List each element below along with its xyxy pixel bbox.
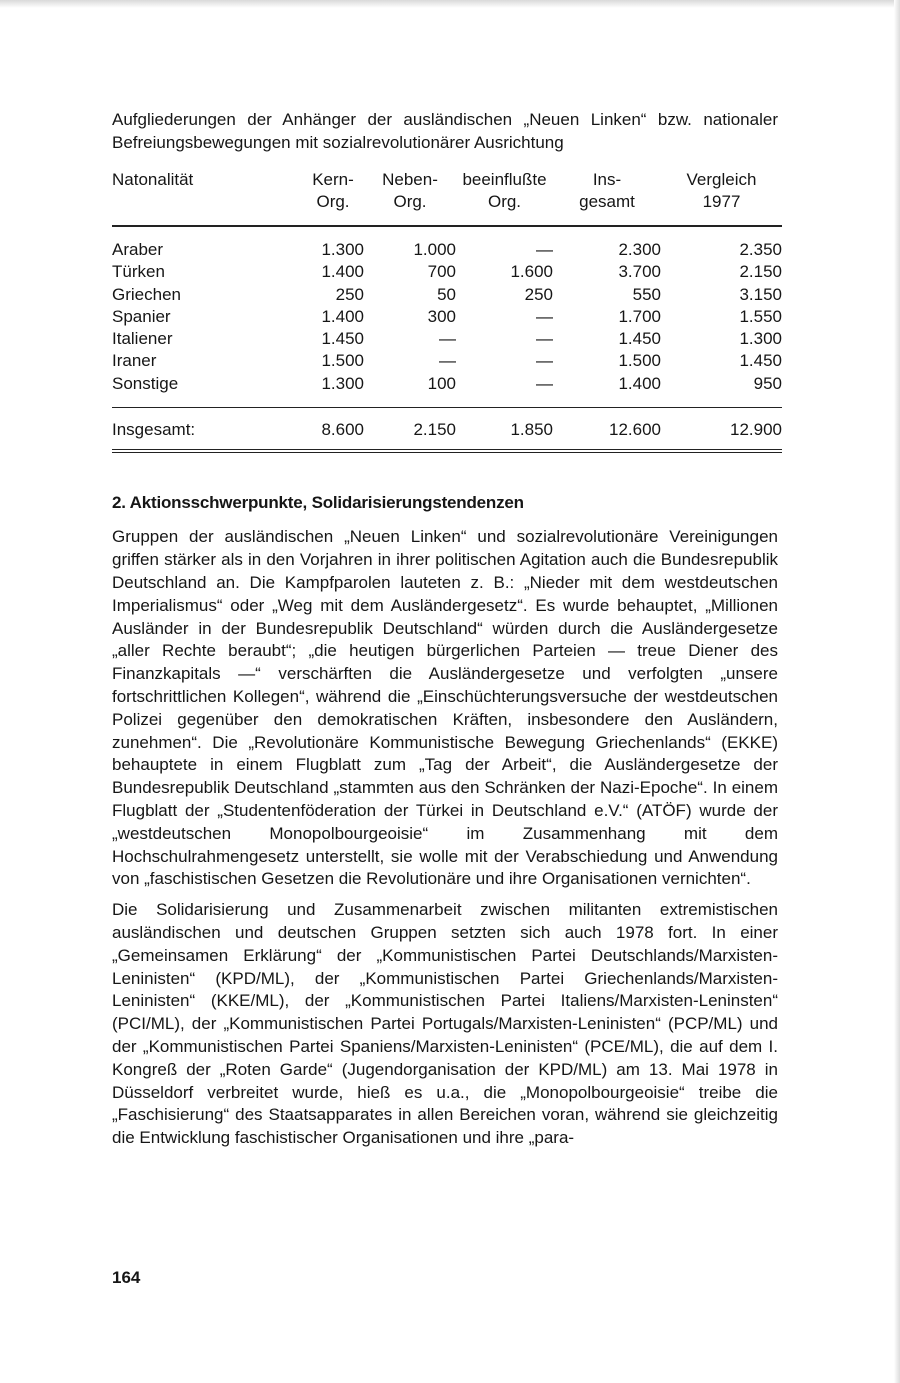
table-row — [112, 261, 782, 283]
cell-kern: 1.400 — [321, 262, 364, 282]
table-row — [112, 284, 782, 306]
header-beeinflusste-org: beeinflußte Org. — [456, 169, 553, 226]
cell-beeinflusst: — — [536, 329, 553, 349]
cell-beeinflusst: 1.600 — [510, 262, 553, 282]
paragraph: Die Solidarisierung und Zusammenarbeit zwischen militanten extremistischen ausländischen und deutschen Gruppen setzten sich auch 1978 fort. In einer „Gemeinsamen Erklärung“ der „Kommunistischen Partei Deutschlands/Marxisten-Leninisten“ (KPD/ML), der „Kommunistischen Partei Griechenlands/Marxisten-Leninisten“ (KKE/ML), der „Kommunistischen Partei Italiens/Marxisten-Leninsten“ (PCI/ML), der „Kommunistischen Partei Portugals/Marxisten-Leninisten“ (PCP/ML) und der „Kommunistischen Partei Spaniens/Marxisten-Leninisten“ (PCE/ML), die auf dem I. Kongreß der „Roten Garde“ (Jugendorganisation der KPD/ML) am 13. Mai 1978 in Düsseldorf verbreitet wurde, hieß es u.a., die „Monopolbourgeoisie“ treibe die „Faschisierung“ des Staatsapparates in allen Bereichen voran, während sie gleichzeitig die Entwicklung faschistischer Organisationen und ihre „para- — [112, 900, 778, 1148]
cell-vergleich: 1.300 — [739, 329, 782, 349]
cell-kern: 1.450 — [321, 329, 364, 349]
cell-vergleich: 2.350 — [739, 240, 782, 259]
cell-vergleich: 950 — [753, 373, 782, 393]
row-label: Italiener — [112, 329, 173, 349]
table-row — [112, 328, 782, 350]
total-kern: 8.600 — [302, 408, 364, 452]
row-label: Araber — [112, 240, 164, 259]
cell-vergleich: 1.450 — [739, 351, 782, 371]
cell-insgesamt: 550 — [632, 284, 661, 304]
cell-insgesamt: 1.450 — [618, 329, 661, 349]
header-kern-org: Kern- Org. — [302, 169, 364, 226]
header-vergleich-1977: Vergleich 1977 — [661, 169, 782, 226]
cell-kern: 250 — [335, 284, 364, 304]
page-content — [112, 108, 782, 1150]
nationality-table — [112, 169, 782, 453]
row-label: Sonstige — [112, 373, 179, 393]
header-neben-org: Neben- Org. — [364, 169, 456, 226]
cell-kern: 1.300 — [321, 240, 364, 259]
total-label: Insgesamt: — [112, 408, 302, 452]
scan-edge-top — [0, 0, 900, 8]
row-label: Spanier — [112, 306, 171, 326]
cell-beeinflusst: 250 — [524, 284, 553, 304]
total-vergleich: 12.900 — [661, 408, 782, 452]
table-row — [112, 226, 782, 261]
cell-insgesamt: 1.500 — [618, 351, 661, 371]
cell-insgesamt: 1.400 — [618, 373, 661, 393]
cell-beeinflusst: — — [536, 351, 553, 371]
table-row — [112, 350, 782, 372]
table-header-row — [112, 169, 782, 226]
table-caption: Aufgliederungen der Anhänger der ausländischen „Neuen Linken“ bzw. nationaler Befreiungsbewegungen mit sozialrevolutionärer Ausrichtung — [112, 110, 778, 152]
table-row — [112, 373, 782, 408]
cell-kern: 1.500 — [321, 351, 364, 371]
total-neben: 2.150 — [364, 408, 456, 452]
cell-insgesamt: 1.700 — [618, 306, 661, 326]
cell-insgesamt: 3.700 — [618, 262, 661, 282]
cell-insgesamt: 2.300 — [618, 240, 661, 259]
cell-vergleich: 3.150 — [739, 284, 782, 304]
cell-beeinflusst: — — [536, 240, 553, 259]
cell-beeinflusst: — — [536, 306, 553, 326]
cell-neben: — — [439, 329, 456, 349]
cell-neben: 700 — [427, 262, 456, 282]
cell-neben: 100 — [427, 373, 456, 393]
cell-neben: 50 — [437, 284, 456, 304]
paragraph: Gruppen der ausländischen „Neuen Linken“ und sozialrevolutionäre Vereinigungen griffen stärker als in den Vorjahren in ihrer politischen Agitation auch die Bundesrepublik Deutschland an. Die Kampfparolen lauteten z. B.: „Nieder mit dem westdeutschen Imperialismus“ oder „Weg mit dem Ausländergesetz“. Es wurde behauptet, „Millionen Ausländer in der Bundesrepublik Deutschland“ würden durch die Ausländergesetze „aller Rechte beraubt“; „die heutigen bürgerlichen Parteien — treue Diener des Finanzkapitals —“ verschärften die Ausländergesetze und verfolgten „unsere fortschrittlichen Kollegen“, während die „Einschüchterungsversuche der westdeutschen Polizei gegenüber den demokratischen Kräften, insbesondere den Ausländern, zunehmen“. Die „Revolutionäre Kommunistische Bewegung Griechenlands“ (EKKE) behauptete in einem Flugblatt zum „Tag der Arbeit“, die Ausländergesetze der Bundesrepublik Deutschland „stammten aus den Schränken der Nazi-Epoche“. In einem Flugblatt der „Studentenföderation der Türkei in Deutschland e.V.“ (ATÖF) wurde der „westdeutschen Monopolbourgeoisie“ im Zusammenhang mit dem Hochschulrahmengesetz unterstellt, sie wolle mit der Verabschiedung und Anwendung von „faschistischen Gesetzen die Revolutionäre und ihre Organisationen vernichten“. — [112, 527, 778, 889]
cell-neben: 1.000 — [413, 240, 456, 259]
row-label: Griechen — [112, 284, 181, 304]
total-insgesamt: 12.600 — [553, 408, 661, 452]
cell-beeinflusst: — — [536, 373, 553, 393]
row-label: Iraner — [112, 351, 157, 371]
page-number: 164 — [112, 1268, 141, 1287]
table-row — [112, 306, 782, 328]
scan-edge-right — [894, 0, 900, 1383]
header-insgesamt: Ins- gesamt — [553, 169, 661, 226]
cell-neben: — — [439, 351, 456, 371]
cell-vergleich: 1.550 — [739, 306, 782, 326]
table-total-row — [112, 408, 782, 452]
cell-kern: 1.300 — [321, 373, 364, 393]
cell-neben: 300 — [427, 306, 456, 326]
section-heading: 2. Aktionsschwerpunkte, Solidarisierungstendenzen — [112, 493, 524, 513]
total-beeinflusst: 1.850 — [456, 408, 553, 452]
row-label: Türken — [112, 262, 165, 282]
cell-vergleich: 2.150 — [739, 262, 782, 282]
header-nationality: Natonalität — [112, 169, 302, 226]
cell-kern: 1.400 — [321, 306, 364, 326]
